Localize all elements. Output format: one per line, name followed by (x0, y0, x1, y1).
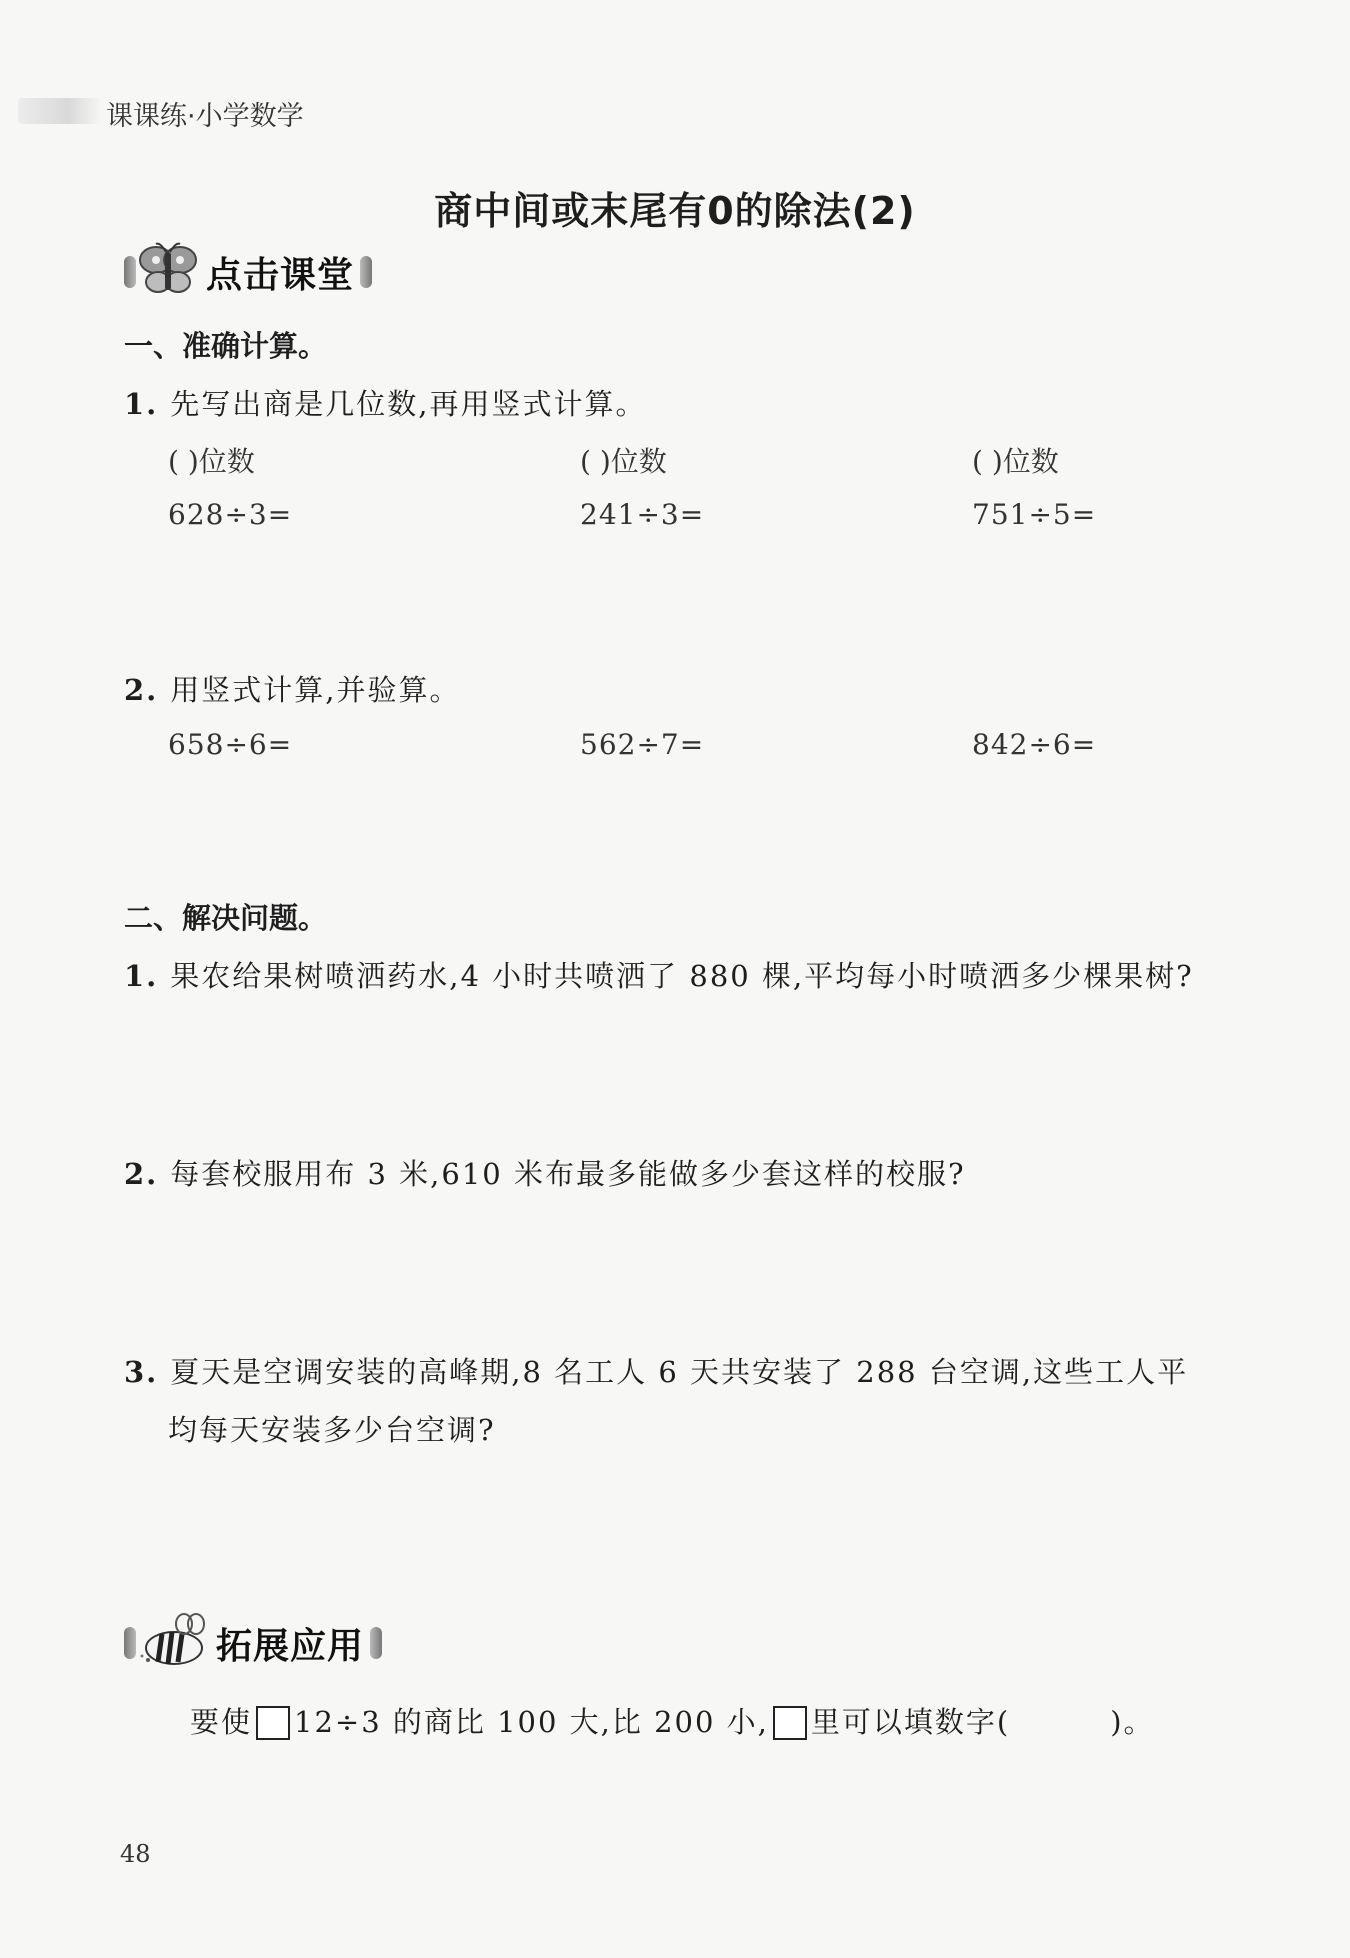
expression-562-div-7: 562÷7= (580, 728, 705, 761)
expression-751-div-5: 751÷5= (972, 498, 1097, 531)
digits-blank-2: ( )位数 (580, 445, 667, 478)
extension-text-d: )。 (1110, 1705, 1155, 1739)
page-number: 48 (120, 1840, 151, 1868)
page-title: 商中间或末尾有0的除法(2) (434, 189, 916, 233)
question-number: 1. (124, 387, 159, 421)
digit-box-2[interactable] (773, 1706, 807, 1740)
expression-241-div-3: 241÷3= (580, 498, 705, 531)
part1-heading: 一、准确计算。 (124, 329, 328, 363)
banner-right-cap (370, 1627, 382, 1659)
expression-842-div-6: 842÷6= (972, 728, 1097, 761)
problem-text: 果农给果树喷洒药水,4 小时共喷洒了 880 棵,平均每小时喷洒多少棵果树? (170, 959, 1194, 993)
question-1-1 (124, 382, 647, 423)
problem-3-continued: 均每天安装多少台空调? (168, 1413, 496, 1447)
problem-3 (124, 1350, 1188, 1391)
digits-blank-1: ( )位数 (168, 445, 255, 478)
digits-blank-3: ( )位数 (972, 445, 1059, 478)
extension-text-b: 12÷3 的商比 100 大,比 200 小, (294, 1705, 769, 1739)
section-banner-extension (124, 1612, 382, 1674)
extension-question (190, 1700, 1155, 1741)
problem-2 (124, 1152, 966, 1193)
problem-number: 3. (124, 1355, 159, 1389)
question-1-2 (124, 668, 461, 709)
banner-label: 点击课堂 (206, 254, 355, 296)
banner-left-cap (124, 256, 136, 288)
header-decoration (18, 98, 102, 124)
book-title: 课课练·小学数学 (106, 101, 304, 132)
banner-left-cap (124, 1627, 136, 1659)
banner-label: 拓展应用 (216, 1625, 365, 1667)
problem-text: 夏天是空调安装的高峰期,8 名工人 6 天共安装了 288 台空调,这些工人平 (170, 1355, 1189, 1389)
question-number: 2. (124, 673, 159, 707)
banner-right-cap (360, 256, 372, 288)
expression-658-div-6: 658÷6= (168, 728, 293, 761)
problem-number: 2. (124, 1157, 159, 1191)
extension-text-a: 要使 (190, 1705, 253, 1739)
part2-heading: 二、解决问题。 (124, 901, 328, 935)
problem-text: 每套校服用布 3 米,610 米布最多能做多少套这样的校服? (170, 1157, 966, 1191)
bee-icon (136, 1612, 210, 1674)
question-text: 用竖式计算,并验算。 (170, 673, 461, 707)
question-text: 先写出商是几位数,再用竖式计算。 (170, 387, 647, 421)
problem-number: 1. (124, 959, 159, 993)
extension-text-c: 里可以填数字( (810, 1705, 1011, 1739)
digit-box-1[interactable] (256, 1706, 290, 1740)
expression-628-div-3: 628÷3= (168, 498, 293, 531)
butterfly-icon (136, 240, 200, 304)
problem-1 (124, 954, 1194, 995)
section-banner-classroom (124, 240, 372, 304)
